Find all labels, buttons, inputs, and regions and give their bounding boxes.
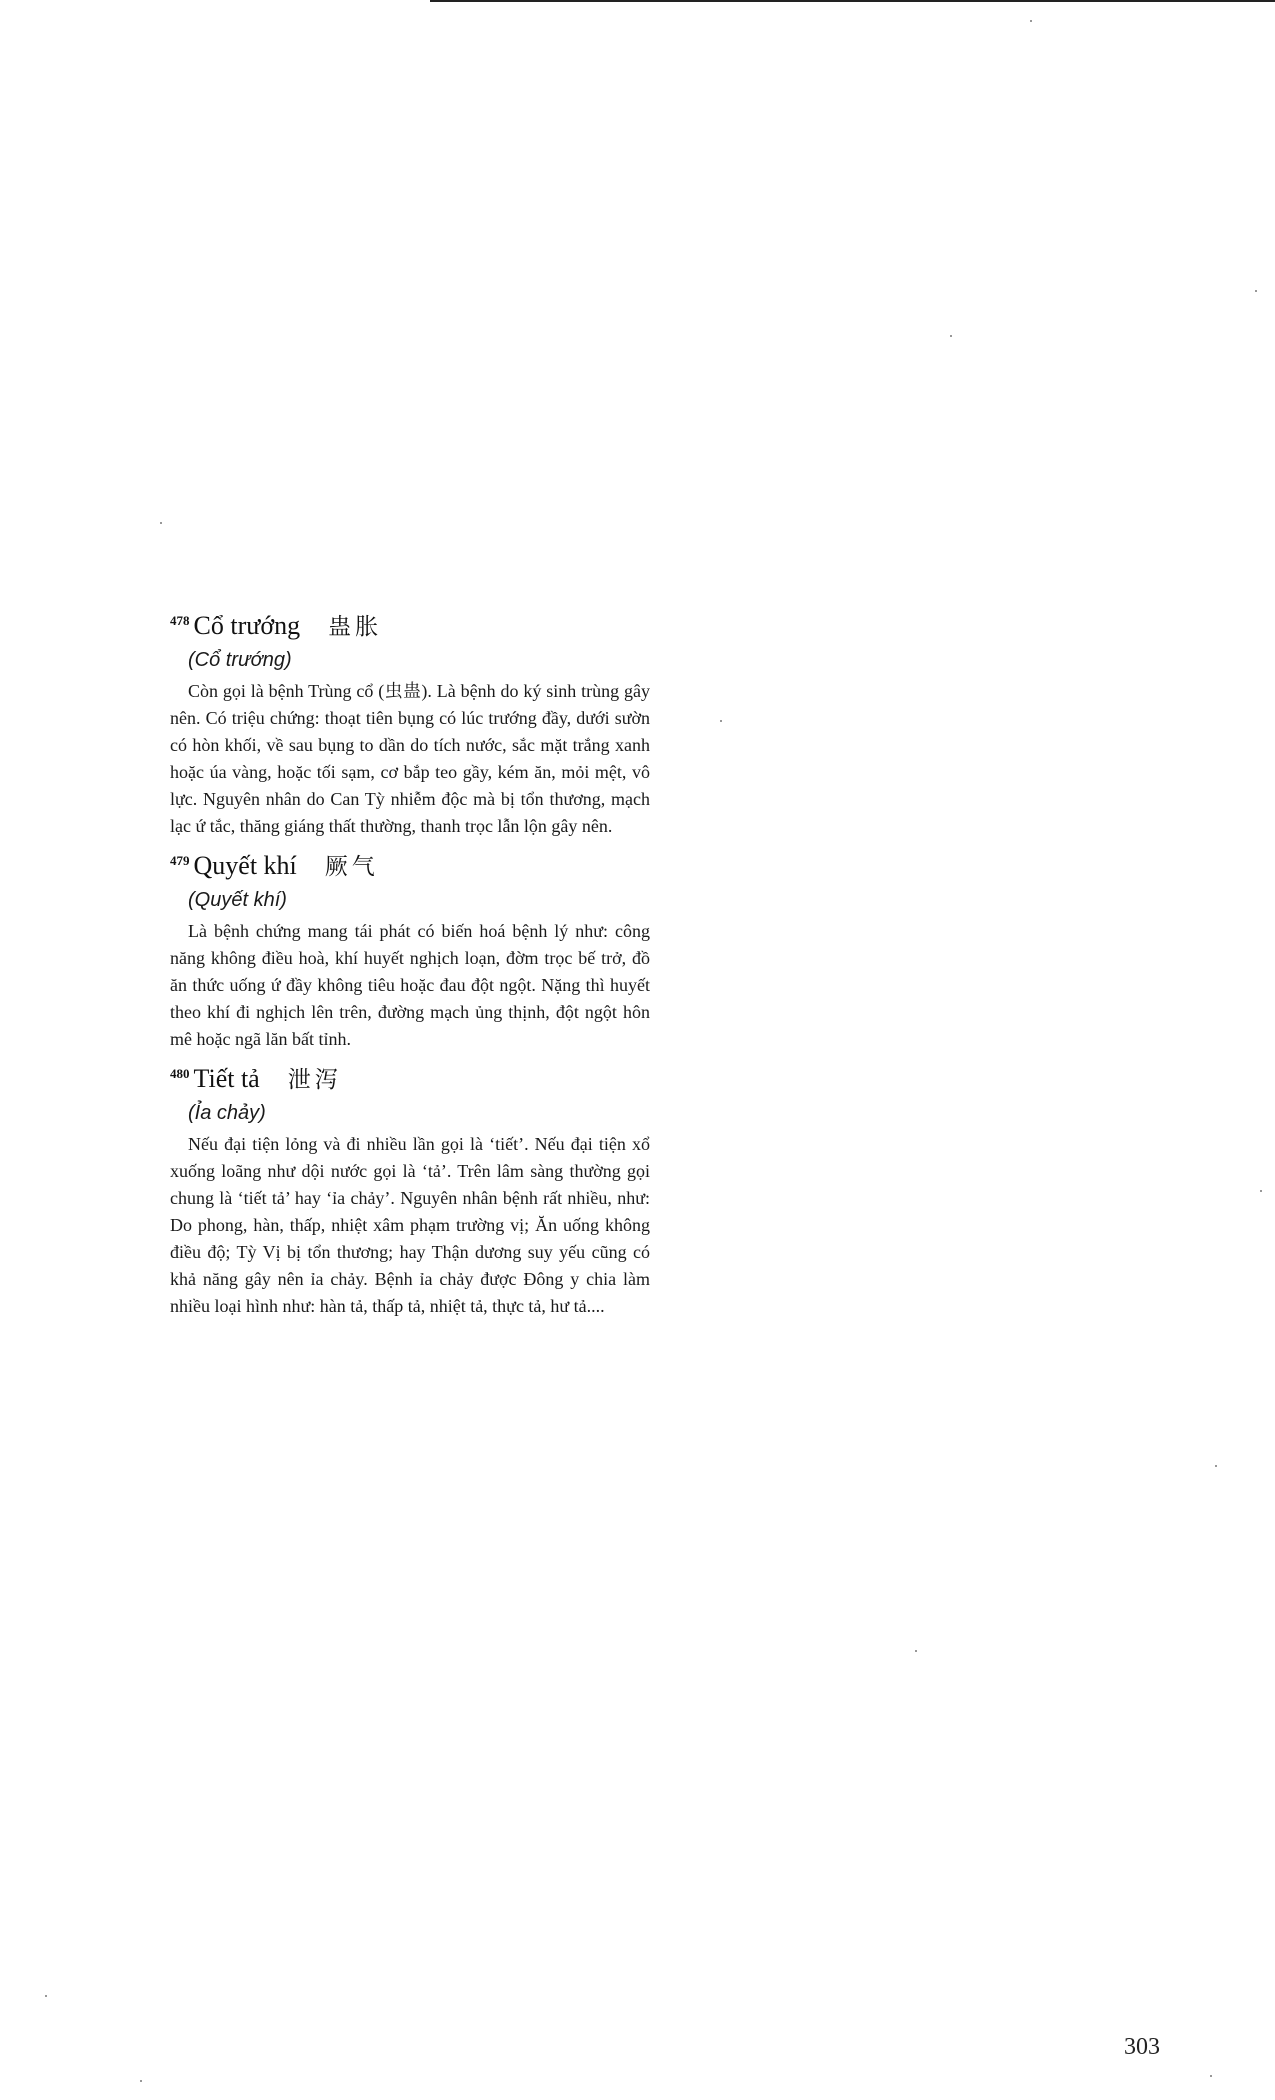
scan-speck [1255, 290, 1257, 292]
top-border-rule [430, 0, 1275, 2]
scan-speck [1260, 1190, 1262, 1192]
scan-speck [720, 720, 722, 722]
entry-subtitle: (Cổ trướng) [188, 649, 292, 671]
entry-subtitle: (Ỉa chảy) [188, 1102, 266, 1124]
dictionary-entries [170, 610, 650, 1330]
entry-term: Quyết khí [193, 851, 297, 880]
scan-speck [950, 335, 952, 337]
entry-number: 480 [170, 1066, 190, 1081]
scan-speck [1030, 20, 1032, 22]
scan-speck [45, 1995, 47, 1997]
entry-heading [170, 610, 650, 646]
entry-term: Cổ trướng [193, 611, 301, 640]
scan-speck [1210, 2075, 1212, 2077]
entry-478 [170, 610, 650, 840]
scan-speck [140, 2080, 142, 2082]
entry-480 [170, 1063, 650, 1320]
entry-term: Tiết tả [193, 1064, 260, 1093]
entry-body: Là bệnh chứng mang tái phát có biến hoá bệnh lý như: công năng không điều hoà, khí huyết nghịch loạn, đờm trọc bế trở, đồ ăn thức uống ứ đầy không tiêu hoặc đau đột ngột. Nặng thì huyết theo khí đi nghịch lên trên, đường mạch ủng thịnh, đột ngột hôn mê hoặc ngã lăn bất tỉnh. [170, 921, 650, 1049]
entry-heading [170, 850, 650, 886]
entry-chinese-characters: 泄泻 [287, 1067, 342, 1093]
entry-479 [170, 850, 650, 1053]
entry-number: 478 [170, 613, 190, 628]
entry-number: 479 [170, 853, 190, 868]
entry-heading [170, 1063, 650, 1099]
scan-speck [1215, 1465, 1217, 1467]
scan-speck [160, 522, 162, 524]
page-number: 303 [1124, 2034, 1160, 2060]
entry-body: Nếu đại tiện lỏng và đi nhiều lần gọi là ‘tiết’. Nếu đại tiện xổ xuống loãng như dội nước gọi là ‘tả’. Trên lâm sàng thường gọi chung là ‘tiết tả’ hay ‘ỉa chảy’. Nguyên nhân bệnh rất nhiều, như: Do phong, hàn, thấp, nhiệt xâm phạm trường vị; Ăn uống không điều độ; Tỳ Vị bị tổn thương; hay Thận dương suy yếu cũng có khả năng gây nên ỉa chảy. Bệnh ỉa chảy được Đông y chia làm nhiều loại hình như: hàn tả, thấp tả, nhiệt tả, thực tả, hư tả.... [170, 1134, 650, 1316]
scan-speck [915, 1650, 917, 1652]
entry-chinese-characters: 厥气 [324, 854, 379, 880]
entry-subtitle: (Quyết khí) [188, 889, 287, 911]
entry-chinese-characters: 蛊胀 [328, 614, 383, 640]
entry-body: Còn gọi là bệnh Trùng cổ (虫蛊). Là bệnh do ký sinh trùng gây nên. Có triệu chứng: thoạt tiên bụng có lúc trướng đầy, dưới sườn có hòn khối, về sau bụng to dần do tích nước, sắc mặt trắng xanh hoặc úa vàng, hoặc tối sạm, cơ bắp teo gầy, kém ăn, mỏi mệt, vô lực. Nguyên nhân do Can Tỳ nhiễm độc mà bị tổn thương, mạch lạc ứ tắc, thăng giáng thất thường, thanh trọc lẫn lộn gây nên. [170, 681, 650, 836]
